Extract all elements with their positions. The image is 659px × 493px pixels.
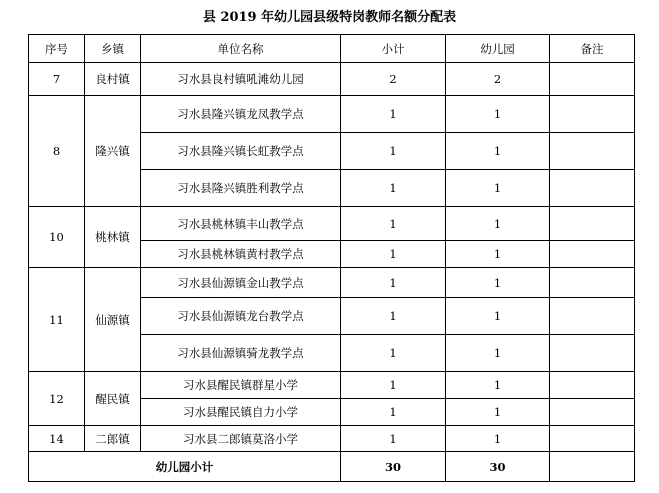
seq-cell: 14 — [29, 426, 85, 452]
unit-cell: 习水县良村镇吼滩幼儿园 — [141, 63, 341, 96]
subtotal-cell: 1 — [341, 335, 446, 372]
seq-cell: 12 — [29, 372, 85, 426]
table-row — [29, 426, 635, 452]
total-subtotal: 30 — [341, 452, 446, 482]
unit-cell: 习水县隆兴镇长虹教学点 — [141, 133, 341, 170]
kindergarten-cell: 1 — [446, 298, 550, 335]
unit-cell: 习水县隆兴镇龙凤教学点 — [141, 96, 341, 133]
kindergarten-cell: 1 — [446, 426, 550, 452]
table-row — [29, 96, 635, 133]
kindergarten-cell: 1 — [446, 96, 550, 133]
unit-cell: 习水县醒民镇群星小学 — [141, 372, 341, 399]
unit-cell: 习水县仙源镇龙台教学点 — [141, 298, 341, 335]
remark-cell — [550, 298, 635, 335]
subtotal-cell: 1 — [341, 298, 446, 335]
unit-cell: 习水县桃林镇丰山教学点 — [141, 207, 341, 241]
table-row — [29, 207, 635, 241]
kindergarten-cell: 2 — [446, 63, 550, 96]
kindergarten-cell: 1 — [446, 335, 550, 372]
kindergarten-cell: 1 — [446, 268, 550, 298]
header-row — [29, 35, 635, 63]
table-title: 县 2019 年幼儿园县级特岗教师名额分配表 — [202, 10, 457, 25]
remark-cell — [550, 133, 635, 170]
subtotal-cell: 1 — [341, 133, 446, 170]
header-seq: 序号 — [29, 35, 85, 63]
unit-cell: 习水县二郎镇莫洛小学 — [141, 426, 341, 452]
table-row — [29, 268, 635, 298]
total-label: 幼儿园小计 — [29, 452, 341, 482]
remark-cell — [550, 426, 635, 452]
remark-cell — [550, 399, 635, 426]
seq-cell: 11 — [29, 268, 85, 372]
subtotal-cell: 1 — [341, 426, 446, 452]
town-cell: 醒民镇 — [85, 372, 141, 426]
header-town: 乡镇 — [85, 35, 141, 63]
kindergarten-cell: 1 — [446, 399, 550, 426]
seq-cell: 8 — [29, 96, 85, 207]
remark-cell — [550, 268, 635, 298]
kindergarten-cell: 1 — [446, 241, 550, 268]
town-cell: 桃林镇 — [85, 207, 141, 268]
remark-cell — [550, 63, 635, 96]
remark-cell — [550, 241, 635, 268]
town-cell: 隆兴镇 — [85, 96, 141, 207]
seq-cell: 10 — [29, 207, 85, 268]
total-kindergarten: 30 — [446, 452, 550, 482]
unit-cell: 习水县隆兴镇胜利教学点 — [141, 170, 341, 207]
header-subtotal: 小计 — [341, 35, 446, 63]
total-remark — [550, 452, 635, 482]
unit-cell: 习水县仙源镇金山教学点 — [141, 268, 341, 298]
remark-cell — [550, 170, 635, 207]
kindergarten-cell: 1 — [446, 207, 550, 241]
header-kindergarten: 幼儿园 — [446, 35, 550, 63]
unit-cell: 习水县仙源镇骑龙教学点 — [141, 335, 341, 372]
town-cell: 二郎镇 — [85, 426, 141, 452]
remark-cell — [550, 372, 635, 399]
header-unit: 单位名称 — [141, 35, 341, 63]
table-row — [29, 372, 635, 399]
kindergarten-cell: 1 — [446, 133, 550, 170]
kindergarten-cell: 1 — [446, 170, 550, 207]
unit-cell: 习水县醒民镇自力小学 — [141, 399, 341, 426]
subtotal-cell: 1 — [341, 241, 446, 268]
subtotal-cell: 1 — [341, 268, 446, 298]
remark-cell — [550, 335, 635, 372]
total-row — [29, 452, 635, 482]
subtotal-cell: 1 — [341, 96, 446, 133]
unit-cell: 习水县桃林镇黄村教学点 — [141, 241, 341, 268]
subtotal-cell: 1 — [341, 170, 446, 207]
remark-cell — [550, 207, 635, 241]
subtotal-cell: 1 — [341, 399, 446, 426]
header-remark: 备注 — [550, 35, 635, 63]
seq-cell: 7 — [29, 63, 85, 96]
subtotal-cell: 1 — [341, 372, 446, 399]
subtotal-cell: 2 — [341, 63, 446, 96]
town-cell: 仙源镇 — [85, 268, 141, 372]
kindergarten-cell: 1 — [446, 372, 550, 399]
allocation-table — [28, 34, 635, 482]
table-row — [29, 63, 635, 96]
remark-cell — [550, 96, 635, 133]
town-cell: 良村镇 — [85, 63, 141, 96]
subtotal-cell: 1 — [341, 207, 446, 241]
